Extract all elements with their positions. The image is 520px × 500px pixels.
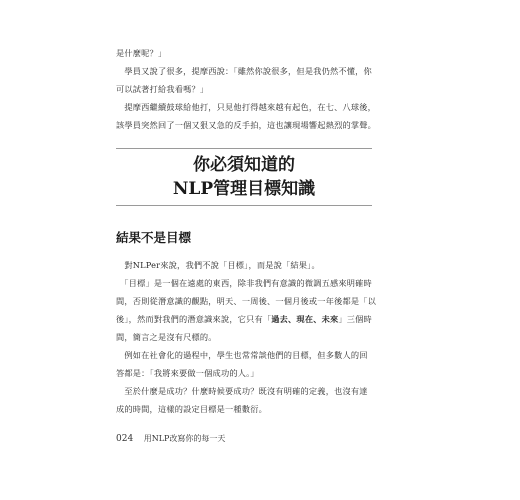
text-line: 對NLPer來說，我們不說「目標」，而是說「結果」。 (116, 260, 320, 270)
text-line (116, 310, 372, 328)
text-line: 間，否則從潛意識的觀點，明天、一周後、一個月後或一年後都是「以 (116, 296, 377, 306)
text-line: 提摩西繼續鼓球給他打，只見他打得越來越有起色，在七、八球後， (116, 102, 377, 112)
intro-paragraph (116, 44, 377, 134)
text-line: 學員又說了很多，提摩西說：「雖然你說很多，但是我仍然不懂，你 (116, 66, 372, 76)
text-segment: 後」，然而對我們的潛意識來說，它只有「 (116, 314, 272, 324)
text-line: 例如在社會化的過程中，學生也常常談他們的目標，但多數人的回 (116, 350, 368, 360)
text-line: 成的時間，這樣的設定目標是一種數衍。 (116, 404, 267, 414)
running-title: 用NLP改寫你的每一天 (143, 434, 226, 443)
section-divider-top (116, 148, 372, 149)
text-line: 「目標」是一個在遠處的東西，除非我們有意識的微調五感來明確時 (116, 278, 372, 288)
text-segment: 」三個時 (338, 314, 372, 324)
section-divider-bottom (116, 205, 372, 206)
body-paragraph (116, 256, 377, 418)
section-heading-line-2: NLP管理目標知識 (172, 179, 316, 199)
text-line: 該學員突然回了一個又狠又急的反手拍，這也讓現場響起熱烈的掌聲。 (116, 120, 377, 130)
subheading: 結果不是目標 (116, 230, 192, 245)
text-line: 是什麼呢？」 (116, 48, 167, 58)
emphasis-text: 過去、現在、未來 (271, 314, 339, 324)
text-line: 可以試著打給我看嗎？」 (116, 84, 209, 94)
page-number: 024 (116, 434, 134, 444)
text-line: 答都是：「我將來要做一個成功的人。」 (116, 368, 259, 378)
page-footer (116, 433, 225, 444)
section-heading-line-1: 你必須知道的 (193, 155, 295, 175)
text-line: 至於什麼是成功？什麼時候要成功？既沒有明確的定義，也沒有達 (116, 386, 368, 396)
text-line: 間，簡言之是沒有尺標的。 (116, 332, 217, 342)
